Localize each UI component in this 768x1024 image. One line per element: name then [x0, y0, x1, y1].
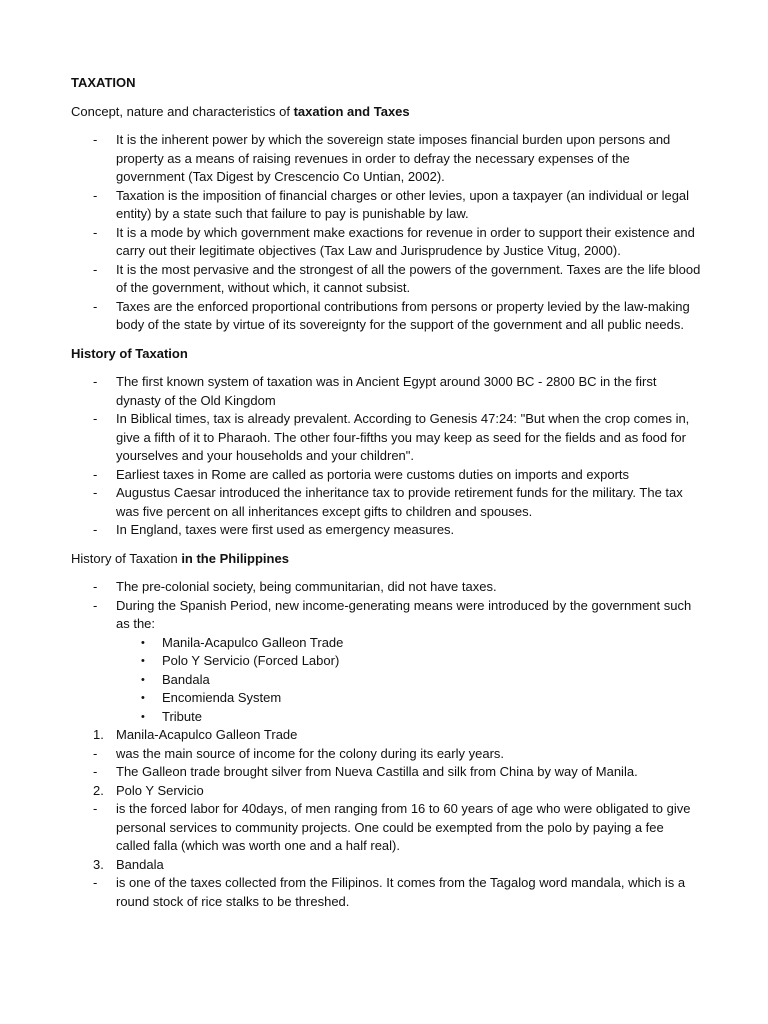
list-item-text: Taxation is the imposition of financial charges or other levies, upon a taxpayer (an individual or legal entity) by a state such that failure to pay is punishable by law.: [116, 187, 690, 221]
dash-marker: -: [93, 374, 98, 389]
concept-list: [71, 131, 701, 335]
sub-list-item: [71, 708, 701, 727]
document-body: [71, 74, 701, 921]
list-item: [71, 410, 701, 466]
list-item-text: Augustus Caesar introduced the inheritance tax to provide retirement funds for the military. The tax was five percent on all inheritances except gifts to children and spouses.: [116, 485, 683, 519]
list-item: [71, 224, 701, 261]
list-item-text: Encomienda System: [162, 690, 282, 705]
list-item: [71, 131, 701, 187]
list-item-text: During the Spanish Period, new income-generating means were introduced by the government such as the:: [116, 597, 692, 631]
list-item-text: was the main source of income for the colony during its early years.: [116, 745, 505, 761]
list-item: [71, 521, 701, 540]
dash-marker: -: [93, 132, 98, 147]
list-item-text: Manila-Acapulco Galleon Trade: [116, 727, 298, 742]
list-item-text: It is the most pervasive and the strongest of all the powers of the government. Taxes are the life blood of the government, without which, it cannot subsist.: [116, 261, 701, 295]
list-item-text: Earliest taxes in Rome are called as portoria were customs duties on imports and exports: [116, 466, 630, 482]
list-item-text: The pre-colonial society, being communitarian, did not have taxes.: [116, 579, 497, 594]
sub-list-item: [71, 671, 701, 690]
list-item-text: In England, taxes were first used as emergency measures.: [116, 522, 455, 537]
list-item-text: Bandala: [162, 671, 210, 687]
bullet-marker: •: [141, 655, 145, 667]
list-item-text: It is a mode by which government make exactions for revenue in order to support their existence and carry out their legitimate objectives (Tax Law and Jurisprudence by Justice Vitug, 2000).: [116, 224, 695, 258]
list-item: [71, 745, 701, 764]
list-item-text: Tribute: [162, 708, 202, 724]
concept-heading-text: Concept, nature and characteristics of: [71, 103, 294, 119]
philippines-heading: [71, 550, 701, 569]
dash-marker: -: [93, 522, 98, 537]
bullet-marker: •: [141, 673, 145, 686]
number-marker: 1.: [93, 727, 104, 742]
list-item-text: The first known system of taxation was in Ancient Egypt around 3000 BC - 2800 BC in the first dynasty of the Old Kingdom: [116, 374, 657, 408]
bullet-marker: •: [141, 710, 145, 723]
sub-list-item: [71, 634, 701, 653]
list-item: [71, 578, 701, 597]
dash-marker: -: [93, 298, 98, 314]
document-title: TAXATION: [71, 75, 136, 90]
list-item-text: It is the inherent power by which the sovereign state imposes financial burden upon persons and property as a means of raising revenues in order to defray the necessary expenses of the government (Tax Digest by Crescencio Co Untian, 2002).: [116, 132, 671, 184]
philippines-heading-bold: in the Philippines: [181, 550, 289, 566]
list-item: [71, 484, 701, 521]
dash-marker: -: [93, 597, 98, 613]
dash-marker: -: [93, 764, 98, 779]
number-marker: 3.: [93, 856, 104, 872]
list-item: [71, 800, 701, 856]
list-item-text: Polo Y Servicio: [116, 782, 204, 798]
numbered-item: [71, 782, 701, 801]
dash-marker: -: [93, 411, 98, 426]
list-item: [71, 187, 701, 224]
concept-heading: [71, 103, 701, 122]
list-item: [71, 466, 701, 485]
sub-list-item: [71, 652, 701, 671]
dash-marker: -: [93, 579, 98, 594]
history-heading-bold: History of Taxation: [71, 345, 188, 361]
dash-marker: -: [93, 224, 98, 240]
numbered-item: [71, 856, 701, 875]
list-item: [71, 261, 701, 298]
bullet-marker: •: [141, 692, 145, 704]
list-item-text: Manila-Acapulco Galleon Trade: [162, 634, 344, 650]
dash-marker: -: [93, 261, 98, 277]
list-item-text: Bandala: [116, 856, 164, 872]
dash-marker: -: [93, 875, 98, 890]
philippines-list: [71, 578, 701, 911]
dash-marker: -: [93, 187, 98, 203]
sub-list-item: [71, 689, 701, 708]
list-item-text: In Biblical times, tax is already prevalent. According to Genesis 47:24: "But when the crop comes in, give a fifth of it to Pharaoh. The other four-fifths you may keep as seed for the fields and as food for yourselves and your households and your children".: [116, 411, 690, 463]
dash-marker: -: [93, 485, 98, 500]
dash-marker: -: [93, 801, 98, 816]
bullet-marker: •: [141, 636, 145, 649]
list-item-text: Polo Y Servicio (Forced Labor): [162, 653, 340, 668]
list-item: [71, 763, 701, 782]
philippines-heading-text: History of Taxation: [71, 550, 182, 566]
concept-heading-bold: taxation and Taxes: [293, 103, 410, 119]
numbered-item: [71, 726, 701, 745]
list-item-text: Taxes are the enforced proportional contributions from persons or property levied by the law-making body of the state by virtue of its sovereignty for the support of the government and all public needs.: [116, 298, 690, 332]
history-heading: [71, 345, 701, 364]
list-item: [71, 874, 701, 911]
dash-marker: -: [93, 466, 98, 482]
list-item: [71, 373, 701, 410]
list-item-text: The Galleon trade brought silver from Nueva Castilla and silk from China by way of Manila.: [116, 764, 638, 779]
list-item-text: is the forced labor for 40days, of men ranging from 16 to 60 years of age who were obligated to give personal services to community projects. One could be exempted from the polo by paying a fee called falla (which was worth one and a half real).: [116, 801, 691, 853]
number-marker: 2.: [93, 782, 104, 798]
list-item: [71, 298, 701, 335]
dash-marker: -: [93, 745, 98, 761]
list-item-text: is one of the taxes collected from the Filipinos. It comes from the Tagalog word mandala, which is a round stock of rice stalks to be threshed.: [116, 875, 686, 909]
history-list: [71, 373, 701, 540]
list-item: [71, 597, 701, 634]
